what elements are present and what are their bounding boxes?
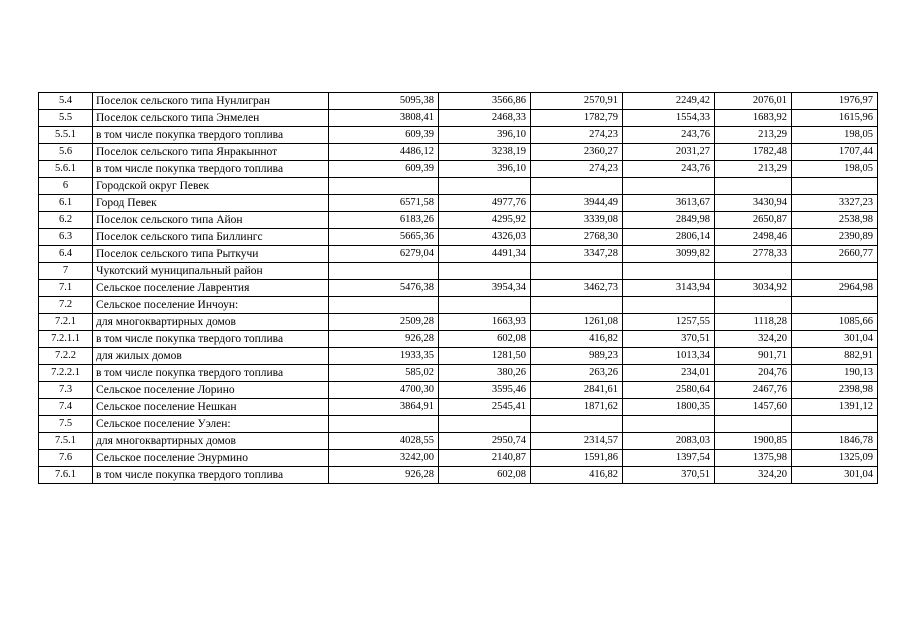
settlement-name-cell: в том числе покупка твердого топлива	[93, 161, 329, 178]
value-cell-2	[439, 297, 531, 314]
settlement-name-cell: Поселок сельского типа Айон	[93, 212, 329, 229]
value-cell-5: 3430,94	[715, 195, 792, 212]
value-cell-6: 1325,09	[792, 450, 878, 467]
value-cell-3: 989,23	[531, 348, 623, 365]
value-cell-4: 2806,14	[623, 229, 715, 246]
value-cell-1: 6183,26	[329, 212, 439, 229]
table-row	[39, 348, 878, 365]
value-cell-6: 1391,12	[792, 399, 878, 416]
value-cell-3	[531, 297, 623, 314]
value-cell-5: 3034,92	[715, 280, 792, 297]
value-cell-4: 243,76	[623, 127, 715, 144]
value-cell-4: 243,76	[623, 161, 715, 178]
value-cell-6: 2660,77	[792, 246, 878, 263]
value-cell-3: 263,26	[531, 365, 623, 382]
table-row	[39, 450, 878, 467]
value-cell-3: 274,23	[531, 127, 623, 144]
row-number-cell: 5.6.1	[39, 161, 93, 178]
settlement-name-cell: Сельское поселение Нешкан	[93, 399, 329, 416]
value-cell-2: 396,10	[439, 161, 531, 178]
settlement-name-cell: Сельское поселение Инчоун:	[93, 297, 329, 314]
settlement-name-cell: Сельское поселение Лорино	[93, 382, 329, 399]
value-cell-2: 4295,92	[439, 212, 531, 229]
value-cell-4	[623, 263, 715, 280]
value-cell-6	[792, 178, 878, 195]
row-number-cell: 5.5	[39, 110, 93, 127]
row-number-cell: 7	[39, 263, 93, 280]
value-cell-1	[329, 263, 439, 280]
value-cell-1: 3864,91	[329, 399, 439, 416]
value-cell-3: 3347,28	[531, 246, 623, 263]
value-cell-4: 3613,67	[623, 195, 715, 212]
value-cell-4: 234,01	[623, 365, 715, 382]
value-cell-2	[439, 178, 531, 195]
value-cell-3: 3462,73	[531, 280, 623, 297]
value-cell-5: 2650,87	[715, 212, 792, 229]
value-cell-4: 1257,55	[623, 314, 715, 331]
value-cell-3: 2360,27	[531, 144, 623, 161]
table-row	[39, 416, 878, 433]
settlement-name-cell: Поселок сельского типа Рыткучи	[93, 246, 329, 263]
value-cell-2: 2950,74	[439, 433, 531, 450]
value-cell-2: 3595,46	[439, 382, 531, 399]
value-cell-5	[715, 178, 792, 195]
value-cell-5: 324,20	[715, 467, 792, 484]
value-cell-1	[329, 297, 439, 314]
settlement-name-cell: Сельское поселение Энурмино	[93, 450, 329, 467]
value-cell-2: 1663,93	[439, 314, 531, 331]
table-row	[39, 93, 878, 110]
value-cell-1: 5665,36	[329, 229, 439, 246]
table-row	[39, 314, 878, 331]
value-cell-1: 6571,58	[329, 195, 439, 212]
value-cell-3: 416,82	[531, 331, 623, 348]
value-cell-3: 1261,08	[531, 314, 623, 331]
value-cell-6: 2390,89	[792, 229, 878, 246]
value-cell-6: 190,13	[792, 365, 878, 382]
value-cell-5: 1900,85	[715, 433, 792, 450]
value-cell-5	[715, 297, 792, 314]
table-row	[39, 382, 878, 399]
value-cell-2: 4977,76	[439, 195, 531, 212]
value-cell-5: 1683,92	[715, 110, 792, 127]
value-cell-2: 3566,86	[439, 93, 531, 110]
value-cell-6: 1846,78	[792, 433, 878, 450]
settlement-name-cell: Город Певек	[93, 195, 329, 212]
settlement-name-cell: Поселок сельского типа Биллингс	[93, 229, 329, 246]
value-cell-3: 2314,57	[531, 433, 623, 450]
row-number-cell: 7.4	[39, 399, 93, 416]
value-cell-6	[792, 297, 878, 314]
value-cell-6: 2398,98	[792, 382, 878, 399]
row-number-cell: 6.4	[39, 246, 93, 263]
value-cell-3: 1782,79	[531, 110, 623, 127]
value-cell-6: 1085,66	[792, 314, 878, 331]
value-cell-1: 609,39	[329, 161, 439, 178]
row-number-cell: 6.1	[39, 195, 93, 212]
value-cell-2: 2468,33	[439, 110, 531, 127]
settlement-name-cell: в том числе покупка твердого топлива	[93, 365, 329, 382]
row-number-cell: 7.2.2	[39, 348, 93, 365]
row-number-cell: 7.6.1	[39, 467, 93, 484]
value-cell-5	[715, 416, 792, 433]
value-cell-2	[439, 263, 531, 280]
value-cell-1: 4700,30	[329, 382, 439, 399]
value-cell-1	[329, 178, 439, 195]
value-cell-4: 2580,64	[623, 382, 715, 399]
table-row	[39, 399, 878, 416]
value-cell-3: 2570,91	[531, 93, 623, 110]
value-cell-6	[792, 416, 878, 433]
value-cell-6: 3327,23	[792, 195, 878, 212]
value-cell-3: 2768,30	[531, 229, 623, 246]
settlement-name-cell: в том числе покупка твердого топлива	[93, 331, 329, 348]
value-cell-6: 2964,98	[792, 280, 878, 297]
settlement-name-cell: для многоквартирных домов	[93, 433, 329, 450]
table-row	[39, 365, 878, 382]
value-cell-1: 4028,55	[329, 433, 439, 450]
value-cell-3: 2841,61	[531, 382, 623, 399]
settlement-name-cell: Городской округ Певек	[93, 178, 329, 195]
value-cell-4: 3143,94	[623, 280, 715, 297]
value-cell-3: 416,82	[531, 467, 623, 484]
table-row	[39, 246, 878, 263]
value-cell-1	[329, 416, 439, 433]
value-cell-6: 882,91	[792, 348, 878, 365]
row-number-cell: 5.5.1	[39, 127, 93, 144]
row-number-cell: 7.2.1.1	[39, 331, 93, 348]
value-cell-5: 1457,60	[715, 399, 792, 416]
row-number-cell: 6.2	[39, 212, 93, 229]
value-cell-2	[439, 416, 531, 433]
row-number-cell: 7.1	[39, 280, 93, 297]
value-cell-4	[623, 178, 715, 195]
value-cell-4	[623, 297, 715, 314]
value-cell-6: 301,04	[792, 467, 878, 484]
value-cell-5: 1782,48	[715, 144, 792, 161]
value-cell-5: 2498,46	[715, 229, 792, 246]
table-row	[39, 229, 878, 246]
value-cell-1: 926,28	[329, 331, 439, 348]
value-cell-5: 2778,33	[715, 246, 792, 263]
row-number-cell: 7.5.1	[39, 433, 93, 450]
value-cell-4	[623, 416, 715, 433]
value-cell-2: 602,08	[439, 467, 531, 484]
value-cell-1: 926,28	[329, 467, 439, 484]
value-cell-2: 4326,03	[439, 229, 531, 246]
value-cell-1: 3242,00	[329, 450, 439, 467]
value-cell-3	[531, 416, 623, 433]
value-cell-2: 1281,50	[439, 348, 531, 365]
value-cell-5: 1118,28	[715, 314, 792, 331]
value-cell-4: 370,51	[623, 467, 715, 484]
table-row	[39, 127, 878, 144]
value-cell-1: 609,39	[329, 127, 439, 144]
row-number-cell: 7.5	[39, 416, 93, 433]
value-cell-3: 3944,49	[531, 195, 623, 212]
row-number-cell: 5.4	[39, 93, 93, 110]
value-cell-4: 1554,33	[623, 110, 715, 127]
value-cell-6: 1976,97	[792, 93, 878, 110]
settlement-name-cell: в том числе покупка твердого топлива	[93, 127, 329, 144]
settlement-name-cell: Поселок сельского типа Нунлигран	[93, 93, 329, 110]
settlement-name-cell: Поселок сельского типа Янракыннот	[93, 144, 329, 161]
table-row	[39, 331, 878, 348]
value-cell-4: 1397,54	[623, 450, 715, 467]
value-cell-2: 396,10	[439, 127, 531, 144]
value-cell-5: 2076,01	[715, 93, 792, 110]
value-cell-5: 1375,98	[715, 450, 792, 467]
value-cell-3: 1591,86	[531, 450, 623, 467]
row-number-cell: 7.2.2.1	[39, 365, 93, 382]
value-cell-5: 2467,76	[715, 382, 792, 399]
value-cell-2: 2545,41	[439, 399, 531, 416]
table-row	[39, 161, 878, 178]
value-cell-2: 3954,34	[439, 280, 531, 297]
value-cell-2: 4491,34	[439, 246, 531, 263]
value-cell-4: 370,51	[623, 331, 715, 348]
table-row	[39, 144, 878, 161]
value-cell-6: 198,05	[792, 161, 878, 178]
settlement-name-cell: Поселок сельского типа Энмелен	[93, 110, 329, 127]
value-cell-1: 585,02	[329, 365, 439, 382]
table-row	[39, 195, 878, 212]
table-row	[39, 110, 878, 127]
value-cell-1: 3808,41	[329, 110, 439, 127]
value-cell-1: 6279,04	[329, 246, 439, 263]
tariff-table	[38, 92, 878, 484]
value-cell-2: 602,08	[439, 331, 531, 348]
value-cell-6: 301,04	[792, 331, 878, 348]
value-cell-4: 2031,27	[623, 144, 715, 161]
table-row	[39, 297, 878, 314]
value-cell-5	[715, 263, 792, 280]
value-cell-4: 2249,42	[623, 93, 715, 110]
table-row	[39, 212, 878, 229]
value-cell-6: 198,05	[792, 127, 878, 144]
table-row	[39, 263, 878, 280]
row-number-cell: 7.2	[39, 297, 93, 314]
value-cell-3: 3339,08	[531, 212, 623, 229]
row-number-cell: 7.2.1	[39, 314, 93, 331]
settlement-name-cell: в том числе покупка твердого топлива	[93, 467, 329, 484]
value-cell-2: 2140,87	[439, 450, 531, 467]
value-cell-4: 1800,35	[623, 399, 715, 416]
value-cell-1: 5476,38	[329, 280, 439, 297]
settlement-name-cell: Чукотский муниципальный район	[93, 263, 329, 280]
value-cell-5: 204,76	[715, 365, 792, 382]
value-cell-1: 1933,35	[329, 348, 439, 365]
row-number-cell: 6.3	[39, 229, 93, 246]
value-cell-3: 274,23	[531, 161, 623, 178]
value-cell-5: 901,71	[715, 348, 792, 365]
value-cell-5: 324,20	[715, 331, 792, 348]
value-cell-4: 2083,03	[623, 433, 715, 450]
table-body	[39, 93, 878, 484]
value-cell-4: 3099,82	[623, 246, 715, 263]
table-row	[39, 280, 878, 297]
table-row	[39, 467, 878, 484]
settlement-name-cell: для многоквартирных домов	[93, 314, 329, 331]
table-row	[39, 178, 878, 195]
value-cell-6: 1615,96	[792, 110, 878, 127]
value-cell-2: 3238,19	[439, 144, 531, 161]
value-cell-1: 5095,38	[329, 93, 439, 110]
value-cell-5: 213,29	[715, 161, 792, 178]
row-number-cell: 7.6	[39, 450, 93, 467]
row-number-cell: 6	[39, 178, 93, 195]
value-cell-4: 2849,98	[623, 212, 715, 229]
settlement-name-cell: Сельское поселение Уэлен:	[93, 416, 329, 433]
value-cell-5: 213,29	[715, 127, 792, 144]
value-cell-6: 1707,44	[792, 144, 878, 161]
value-cell-1: 2509,28	[329, 314, 439, 331]
settlement-name-cell: для жилых домов	[93, 348, 329, 365]
value-cell-3	[531, 178, 623, 195]
row-number-cell: 5.6	[39, 144, 93, 161]
value-cell-2: 380,26	[439, 365, 531, 382]
table-row	[39, 433, 878, 450]
value-cell-4: 1013,34	[623, 348, 715, 365]
row-number-cell: 7.3	[39, 382, 93, 399]
value-cell-6: 2538,98	[792, 212, 878, 229]
value-cell-1: 4486,12	[329, 144, 439, 161]
value-cell-3	[531, 263, 623, 280]
value-cell-6	[792, 263, 878, 280]
value-cell-3: 1871,62	[531, 399, 623, 416]
settlement-name-cell: Сельское поселение Лаврентия	[93, 280, 329, 297]
